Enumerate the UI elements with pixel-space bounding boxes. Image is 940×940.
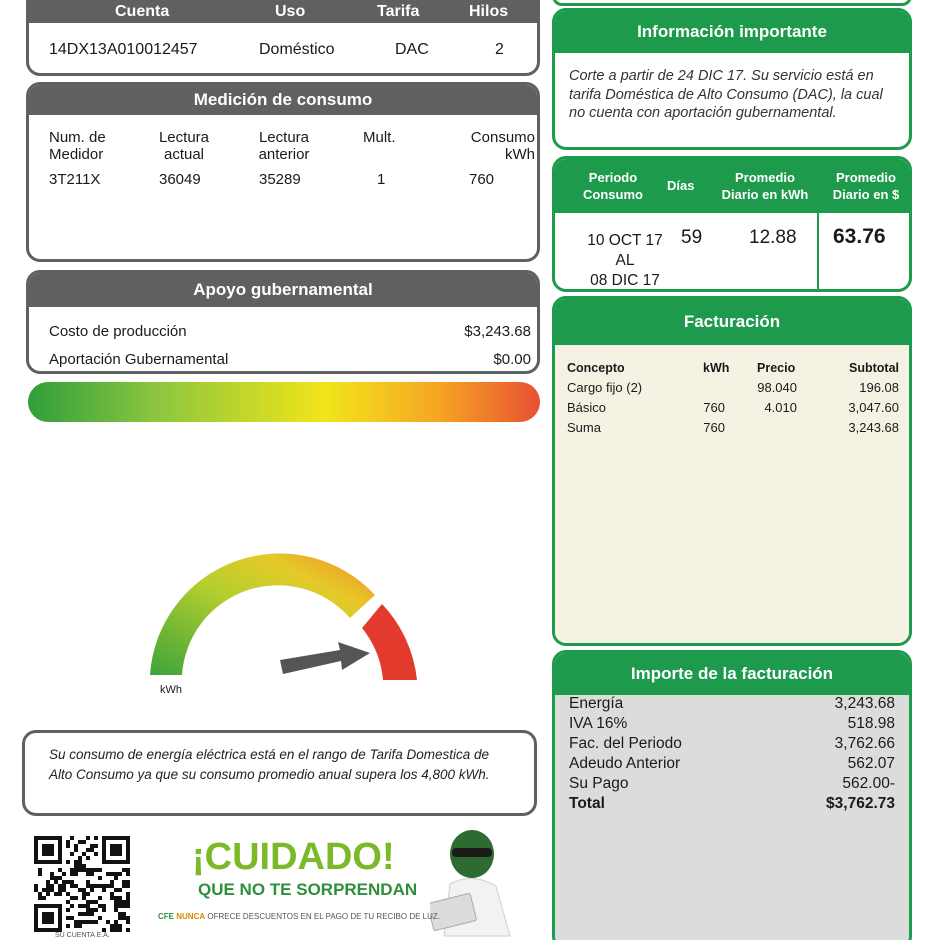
consumption-note-box [22, 730, 537, 816]
billing-header-concepto: Concepto [567, 361, 625, 375]
account-header-tarifa: Tarifa [377, 3, 420, 20]
billing-header-subtotal: Subtotal [849, 361, 899, 375]
government-contribution-row [49, 351, 531, 368]
billing-row-kwh: 760 [703, 400, 725, 415]
billing-row-precio: 4.010 [764, 400, 797, 415]
billing-row-concepto: Básico [567, 400, 607, 415]
billing-amount-box [552, 650, 912, 940]
billing-row-concepto: Suma [567, 420, 601, 435]
banner-footer [158, 912, 440, 921]
top-right-box [552, 0, 912, 6]
consumption-note-text: Su consumo de energía eléctrica está en el rango de Tarifa Domestica de Alto Consumo ya que su consumo promedio anual supera los 4,800 kWh. [49, 747, 490, 782]
current-reading: 36049 [159, 171, 201, 188]
amount-row [569, 715, 895, 733]
government-support-box [26, 270, 540, 374]
period-dates: 10 OCT 17 AL 08 DIC 17 [587, 232, 663, 289]
period-days: 59 [681, 227, 703, 248]
banner-footer-text: OFRECE DESCUENTOS EN EL PAGO DE TU RECIBO DE LUZ. [207, 912, 440, 921]
amount-row [569, 755, 895, 773]
banner-subtitle: QUE NO TE SORPRENDAN [198, 880, 418, 899]
billing-header-precio: Precio [757, 361, 796, 375]
billing-title: Facturación [555, 299, 909, 345]
current-reading-header: Lectura actual [158, 129, 210, 163]
amount-value: 562.00- [842, 775, 895, 792]
period-header-avg-pesos: Promedio Diario en $ [832, 170, 900, 202]
billing-box [552, 296, 912, 646]
warning-banner [158, 824, 540, 940]
period-header-dias: Días [667, 178, 695, 193]
amount-row [569, 695, 895, 713]
gauge-unit-label: kWh [160, 684, 182, 696]
billing-row-subtotal: 3,047.60 [848, 400, 899, 415]
total-amount: $3,762.73 [826, 795, 895, 812]
account-header-hilos: Hilos [469, 3, 509, 20]
amount-value: 3,243.68 [834, 695, 895, 712]
government-support-title: Apoyo gubernamental [29, 273, 537, 307]
consumption-title: Medición de consumo [29, 85, 537, 115]
account-header [29, 0, 537, 23]
amount-label: Su Pago [569, 775, 629, 792]
total-label: Total [569, 795, 605, 812]
period-avg-kwh: 12.88 [749, 227, 797, 248]
period-divider [817, 159, 819, 289]
billing-table [555, 345, 909, 643]
amount-label: Fac. del Periodo [569, 735, 682, 752]
previous-reading-header: Lectura anterior [258, 129, 310, 163]
billing-amount-title: Importe de la facturación [555, 653, 909, 695]
period-box [552, 156, 912, 292]
consumption-gradient-bar [28, 382, 540, 422]
account-header-cuenta: Cuenta [115, 3, 170, 20]
qr-caption: SU CUENTA E.A. [55, 932, 110, 939]
previous-reading: 35289 [259, 171, 301, 188]
production-cost-label: Costo de producción [49, 323, 187, 340]
amount-label: IVA 16% [569, 715, 628, 732]
meter-number: 3T211X [49, 171, 101, 188]
qr-code [34, 836, 130, 932]
amount-value: 562.07 [847, 755, 895, 772]
account-number: 14DX13A010012457 [49, 41, 198, 58]
important-info-box [552, 8, 912, 150]
banner-footer-brand: CFE [158, 912, 174, 921]
total-row [569, 795, 895, 813]
production-cost-row [49, 323, 531, 340]
gauge-arc-high [362, 604, 417, 680]
billing-row-kwh: 760 [703, 420, 725, 435]
billing-row-subtotal: 3,243.68 [848, 420, 899, 435]
consumption-kwh: 760 [469, 171, 495, 188]
billing-row-subtotal: 196.08 [859, 380, 899, 395]
billing-row-precio: 98.040 [757, 380, 797, 395]
amount-row [569, 735, 895, 753]
amount-value: 518.98 [847, 715, 895, 732]
meter-number-header: Num. de Medidor [49, 129, 106, 163]
consumption-kwh-header: Consumo kWh [470, 129, 535, 163]
amount-label: Adeudo Anterior [569, 755, 681, 772]
amount-row [569, 775, 895, 793]
gauge-arrow [280, 642, 370, 674]
billing-row-concepto: Cargo fijo (2) [567, 380, 643, 395]
account-header-uso: Uso [275, 3, 306, 20]
multiplier-header: Mult. [363, 129, 396, 146]
government-contribution-label: Aportación Gubernamental [49, 351, 229, 368]
period-header-avg-kwh: Promedio Diario en kWh [721, 170, 809, 202]
account-box [26, 0, 540, 76]
amount-label: Energía [569, 695, 624, 712]
amount-value: 3,762.66 [834, 735, 895, 752]
billing-amount-table [555, 695, 909, 940]
period-header-periodo: Periodo Consumo [583, 170, 643, 202]
government-contribution-amount: $0.00 [493, 351, 531, 368]
banner-footer-highlight: NUNCA [176, 912, 206, 921]
period-header [555, 159, 909, 213]
billing-header-kwh: kWh [703, 361, 730, 375]
important-info-text: Corte a partir de 24 DIC 17. Su servicio está en tarifa Doméstica de Alto Consumo (DAC), la cual no cuenta con aportación gubernamental. [569, 68, 883, 121]
account-tariff: DAC [395, 41, 429, 58]
hacker-figure-icon [430, 824, 538, 940]
banner-title: ¡CUIDADO! [192, 836, 395, 878]
important-info-title: Información importante [555, 11, 909, 53]
account-use: Doméstico [259, 41, 335, 58]
multiplier: 1 [377, 171, 386, 188]
consumption-box [26, 82, 540, 262]
period-avg-pesos: 63.76 [833, 225, 886, 248]
production-cost-amount: $3,243.68 [464, 323, 531, 340]
account-wires: 2 [495, 41, 504, 58]
